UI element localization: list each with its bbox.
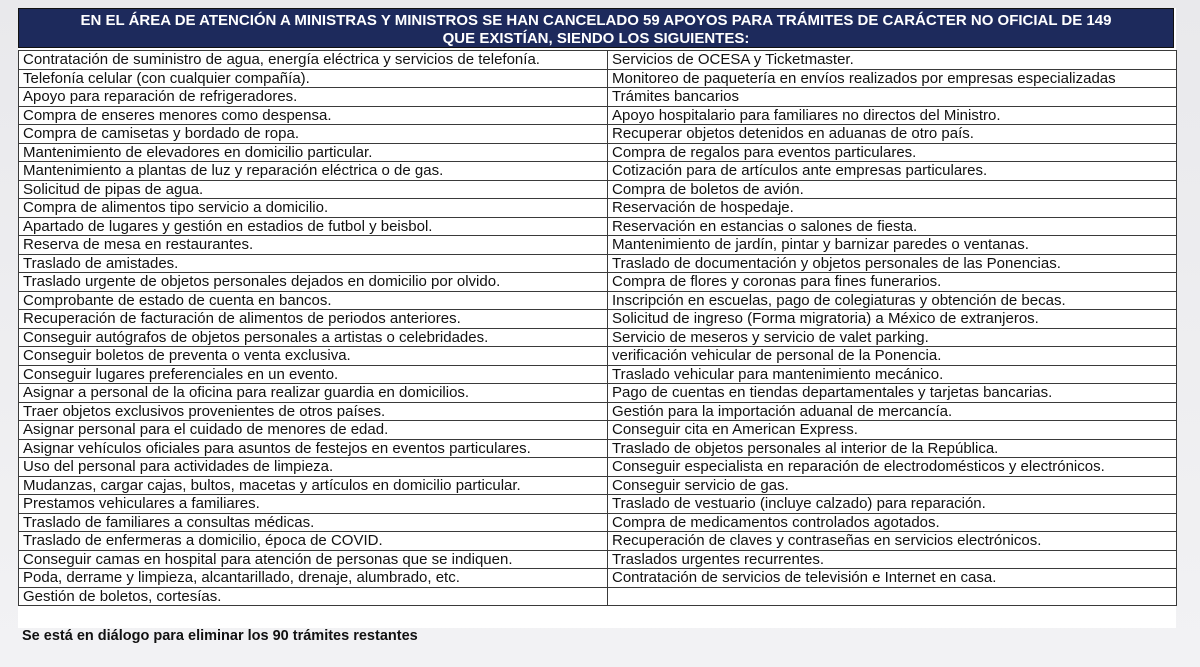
table-cell-right: Contratación de servicios de televisión e Internet en casa. bbox=[608, 569, 1177, 588]
table-cell-left: Traslado de familiares a consultas médicas. bbox=[19, 513, 608, 532]
table-cell-left: Asignar personal para el cuidado de menores de edad. bbox=[19, 421, 608, 440]
table-row bbox=[19, 587, 1177, 606]
table-cell-left: Mantenimiento a plantas de luz y reparación eléctrica o de gas. bbox=[19, 162, 608, 181]
table-cell-left: Traslado de amistades. bbox=[19, 254, 608, 273]
table-cell-left: Apartado de lugares y gestión en estadios de futbol y beisbol. bbox=[19, 217, 608, 236]
table-cell-right: Conseguir cita en American Express. bbox=[608, 421, 1177, 440]
table-row bbox=[19, 402, 1177, 421]
table-row bbox=[19, 532, 1177, 551]
table-row bbox=[19, 569, 1177, 588]
table-row bbox=[19, 384, 1177, 403]
table-cell-left: Traslado urgente de objetos personales dejados en domicilio por olvido. bbox=[19, 273, 608, 292]
table-cell-left: Gestión de boletos, cortesías. bbox=[19, 587, 608, 606]
table-cell-left: Conseguir camas en hospital para atención de personas que se indiquen. bbox=[19, 550, 608, 569]
table-cell-right: Inscripción en escuelas, pago de colegiaturas y obtención de becas. bbox=[608, 291, 1177, 310]
table-cell-right: Traslados urgentes recurrentes. bbox=[608, 550, 1177, 569]
table-row bbox=[19, 180, 1177, 199]
table-row bbox=[19, 347, 1177, 366]
table-cell-left: Traslado de enfermeras a domicilio, época de COVID. bbox=[19, 532, 608, 551]
table-row bbox=[19, 236, 1177, 255]
table-cell-left: Conseguir lugares preferenciales en un evento. bbox=[19, 365, 608, 384]
table-cell-left: Telefonía celular (con cualquier compañía). bbox=[19, 69, 608, 88]
table-cell-right: Conseguir especialista en reparación de electrodomésticos y electrónicos. bbox=[608, 458, 1177, 477]
table-cell-left: Recuperación de facturación de alimentos de periodos anteriores. bbox=[19, 310, 608, 329]
footer-note: Se está en diálogo para eliminar los 90 trámites restantes bbox=[22, 628, 418, 644]
table-cell-left: Asignar a personal de la oficina para realizar guardia en domicilios. bbox=[19, 384, 608, 403]
table-cell-left: Compra de enseres menores como despensa. bbox=[19, 106, 608, 125]
table-cell-right: Gestión para la importación aduanal de mercancía. bbox=[608, 402, 1177, 421]
table-cell-right: Reservación en estancias o salones de fiesta. bbox=[608, 217, 1177, 236]
header-line-2: QUE EXISTÍAN, SIENDO LOS SIGUIENTES: bbox=[442, 30, 750, 47]
table-row bbox=[19, 513, 1177, 532]
table-cell-right: Traslado de documentación y objetos personales de las Ponencias. bbox=[608, 254, 1177, 273]
table-cell-right: Servicio de meseros y servicio de valet parking. bbox=[608, 328, 1177, 347]
table-row bbox=[19, 125, 1177, 144]
table-cell-left: Mudanzas, cargar cajas, bultos, macetas y artículos en domicilio particular. bbox=[19, 476, 608, 495]
table-cell-right: Mantenimiento de jardín, pintar y barnizar paredes o ventanas. bbox=[608, 236, 1177, 255]
table-cell-left: Asignar vehículos oficiales para asuntos de festejos en eventos particulares. bbox=[19, 439, 608, 458]
cancelled-procedures-table bbox=[18, 50, 1177, 606]
table-row bbox=[19, 476, 1177, 495]
table-row bbox=[19, 458, 1177, 477]
table-row bbox=[19, 199, 1177, 218]
table-cell-left: Compra de alimentos tipo servicio a domicilio. bbox=[19, 199, 608, 218]
table-cell-right: Trámites bancarios bbox=[608, 88, 1177, 107]
table-row bbox=[19, 495, 1177, 514]
table-cell-right: Compra de medicamentos controlados agotados. bbox=[608, 513, 1177, 532]
table-cell-left: Reserva de mesa en restaurantes. bbox=[19, 236, 608, 255]
table-cell-right: Conseguir servicio de gas. bbox=[608, 476, 1177, 495]
table-row bbox=[19, 365, 1177, 384]
table-cell-left: Compra de camisetas y bordado de ropa. bbox=[19, 125, 608, 144]
table-cell-left: Conseguir boletos de preventa o venta exclusiva. bbox=[19, 347, 608, 366]
table-row bbox=[19, 291, 1177, 310]
table-row bbox=[19, 51, 1177, 70]
table-cell-right: Recuperación de claves y contraseñas en servicios electrónicos. bbox=[608, 532, 1177, 551]
table-row bbox=[19, 143, 1177, 162]
table-cell-left: Traer objetos exclusivos provenientes de otros países. bbox=[19, 402, 608, 421]
header-line-1: EN EL ÁREA DE ATENCIÓN A MINISTRAS Y MINISTROS SE HAN CANCELADO 59 APOYOS PARA TRÁMITES DE CARÁCTER NO OFICIAL DE 149 bbox=[80, 12, 1112, 29]
table-cell-right: Compra de flores y coronas para fines funerarios. bbox=[608, 273, 1177, 292]
table-cell-right: Reservación de hospedaje. bbox=[608, 199, 1177, 218]
table-row bbox=[19, 217, 1177, 236]
table-row bbox=[19, 310, 1177, 329]
table-cell-left: Comprobante de estado de cuenta en bancos. bbox=[19, 291, 608, 310]
table-row bbox=[19, 273, 1177, 292]
table-cell-right: Traslado de vestuario (incluye calzado) para reparación. bbox=[608, 495, 1177, 514]
table-row bbox=[19, 106, 1177, 125]
table-cell-right: Compra de boletos de avión. bbox=[608, 180, 1177, 199]
table-row bbox=[19, 328, 1177, 347]
table-row bbox=[19, 88, 1177, 107]
table-cell-left: Poda, derrame y limpieza, alcantarillado, drenaje, alumbrado, etc. bbox=[19, 569, 608, 588]
table-row bbox=[19, 254, 1177, 273]
table-cell-right: Apoyo hospitalario para familiares no directos del Ministro. bbox=[608, 106, 1177, 125]
table-cell-right: Recuperar objetos detenidos en aduanas de otro país. bbox=[608, 125, 1177, 144]
table-cell-left: Mantenimiento de elevadores en domicilio particular. bbox=[19, 143, 608, 162]
table-cell-left: Solicitud de pipas de agua. bbox=[19, 180, 608, 199]
table-cell-right: Pago de cuentas en tiendas departamentales y tarjetas bancarias. bbox=[608, 384, 1177, 403]
table-row bbox=[19, 439, 1177, 458]
table-cell-right bbox=[608, 587, 1177, 606]
table-cell-right: Traslado de objetos personales al interior de la República. bbox=[608, 439, 1177, 458]
table-row bbox=[19, 421, 1177, 440]
table-cell-right: Traslado vehicular para mantenimiento mecánico. bbox=[608, 365, 1177, 384]
table-cell-left: Contratación de suministro de agua, energía eléctrica y servicios de telefonía. bbox=[19, 51, 608, 70]
table-cell-left: Prestamos vehiculares a familiares. bbox=[19, 495, 608, 514]
table-row bbox=[19, 69, 1177, 88]
table-cell-right: Cotización para de artículos ante empresas particulares. bbox=[608, 162, 1177, 181]
table-cell-right: verificación vehicular de personal de la Ponencia. bbox=[608, 347, 1177, 366]
table-row bbox=[19, 550, 1177, 569]
table-cell-left: Conseguir autógrafos de objetos personales a artistas o celebridades. bbox=[19, 328, 608, 347]
table-cell-right: Monitoreo de paquetería en envíos realizados por empresas especializadas bbox=[608, 69, 1177, 88]
table-cell-right: Compra de regalos para eventos particulares. bbox=[608, 143, 1177, 162]
table-cell-right: Servicios de OCESA y Ticketmaster. bbox=[608, 51, 1177, 70]
table-cell-right: Solicitud de ingreso (Forma migratoria) a México de extranjeros. bbox=[608, 310, 1177, 329]
table-row bbox=[19, 162, 1177, 181]
table-header bbox=[18, 8, 1174, 48]
table-cell-left: Apoyo para reparación de refrigeradores. bbox=[19, 88, 608, 107]
table-cell-left: Uso del personal para actividades de limpieza. bbox=[19, 458, 608, 477]
